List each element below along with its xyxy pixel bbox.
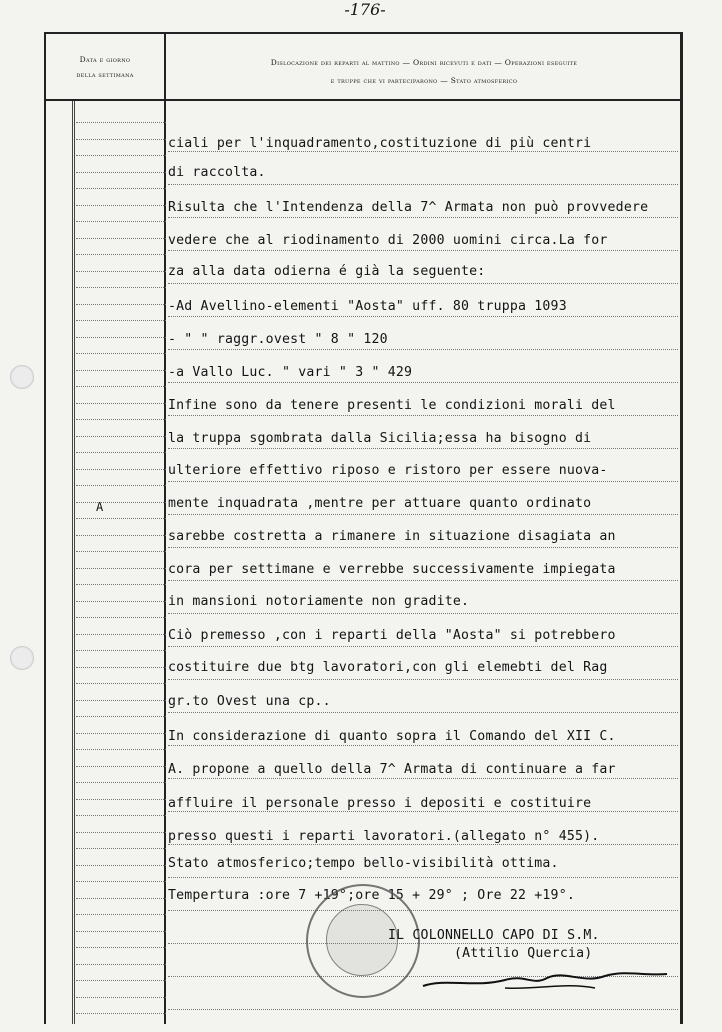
date-ruling-line [76, 584, 166, 585]
body-line: mente inquadrata ,mentre per attuare quanto ordinato [168, 496, 592, 511]
date-ruling-line [76, 634, 166, 635]
date-ruling-line [76, 172, 166, 173]
date-ruling-line [76, 683, 166, 684]
date-ruling-line [76, 238, 166, 239]
body-line: Ciò premesso ,con i reparti della "Aosta" si potrebbero [168, 628, 616, 643]
frame-left-border [44, 32, 46, 1024]
date-ruling-line [76, 782, 166, 783]
date-ruling-line [76, 881, 166, 882]
date-header-line: della settimana [76, 70, 134, 79]
date-ruling-line [76, 155, 166, 156]
column-separator [164, 32, 166, 1024]
date-column-header [48, 52, 162, 82]
date-ruling-line [76, 1013, 166, 1014]
body-line: -a Vallo Luc. " vari " 3 " 429 [168, 365, 413, 380]
text-ruling-line [168, 745, 678, 746]
date-ruling-line [76, 898, 166, 899]
date-ruling-line [76, 271, 166, 272]
date-ruling-line [76, 485, 166, 486]
date-column-rule [74, 101, 75, 1024]
text-ruling-line [168, 184, 678, 185]
handwritten-signature [415, 960, 675, 1000]
date-ruling-line [76, 964, 166, 965]
page-number: -176- [344, 0, 386, 19]
text-ruling-line [168, 580, 678, 581]
date-ruling-line [76, 436, 166, 437]
date-ruling-line [76, 287, 166, 288]
content-header-line: Dislocazione dei reparti al mattino — Ordini ricevuti e dati — Operazioni eseguite [270, 58, 578, 67]
date-ruling-line [76, 139, 166, 140]
text-ruling-line [168, 349, 678, 350]
body-line: in mansioni notoriamente non gradite. [168, 594, 470, 609]
date-ruling-line [76, 320, 166, 321]
body-line: Stato atmosferico;tempo bello-visibilità ottima. [168, 856, 559, 871]
text-ruling-line [168, 217, 678, 218]
body-line: ulteriore effettivo riposo e ristoro per essere nuova- [168, 463, 608, 478]
date-ruling-line [76, 914, 166, 915]
date-ruling-line [76, 601, 166, 602]
body-line: vedere che al riodinamento di 2000 uomini circa.La for [168, 233, 608, 248]
text-ruling-line [168, 448, 678, 449]
date-ruling-line [76, 997, 166, 998]
text-ruling-line [168, 712, 678, 713]
date-ruling-line [76, 700, 166, 701]
date-ruling-line [76, 386, 166, 387]
date-ruling-line [76, 122, 166, 123]
date-ruling-line [76, 188, 166, 189]
body-line: affluire il personale presso i depositi e costituire [168, 796, 592, 811]
body-line: sarebbe costretta a rimanere in situazione disagiata an [168, 529, 616, 544]
text-ruling-line [168, 514, 678, 515]
content-column-header [170, 54, 678, 90]
binder-hole-bottom [10, 646, 34, 670]
text-ruling-line [168, 877, 678, 878]
header-divider [44, 99, 683, 101]
date-ruling-line [76, 766, 166, 767]
date-ruling-line [76, 947, 166, 948]
text-ruling-line [168, 646, 678, 647]
date-ruling-line [76, 353, 166, 354]
date-ruling-line [76, 221, 166, 222]
date-ruling-line [76, 832, 166, 833]
content-header-line: e truppe che vi parteciparono — Stato atmosferico [330, 76, 518, 85]
body-line: ciali per l'inquadramento,costituzione di più centri [168, 136, 592, 151]
margin-mark: A [96, 500, 104, 514]
date-ruling-line [76, 469, 166, 470]
date-ruling-line [76, 931, 166, 932]
date-ruling-line [76, 815, 166, 816]
date-ruling-line [76, 452, 166, 453]
body-line: Risulta che l'Intendenza della 7^ Armata non può provvedere [168, 200, 649, 215]
text-ruling-line [168, 382, 678, 383]
frame-right-border [680, 32, 683, 1024]
date-ruling-line [76, 650, 166, 651]
body-line: -Ad Avellino-elementi "Aosta" uff. 80 truppa 1093 [168, 299, 567, 314]
signature-title: IL COLONNELLO CAPO DI S.M. [388, 928, 600, 943]
body-line: di raccolta. [168, 165, 266, 180]
text-ruling-line [168, 415, 678, 416]
frame-top-border [44, 32, 683, 34]
date-ruling-line [76, 733, 166, 734]
date-ruling-line [76, 254, 166, 255]
text-ruling-line [168, 250, 678, 251]
text-ruling-line [168, 283, 678, 284]
date-ruling-line [76, 551, 166, 552]
date-ruling-line [76, 205, 166, 206]
date-ruling-line [76, 304, 166, 305]
body-line: gr.to Ovest una cp.. [168, 694, 331, 709]
date-ruling-line [76, 980, 166, 981]
date-ruling-line [76, 617, 166, 618]
signature-name: (Attilio Quercia) [454, 946, 593, 961]
date-header-line: Data e giorno [79, 55, 131, 64]
date-ruling-line [76, 419, 166, 420]
text-ruling-line [168, 481, 678, 482]
text-ruling-line [168, 910, 678, 911]
date-ruling-line [76, 502, 166, 503]
text-ruling-line [168, 316, 678, 317]
body-line: la truppa sgombrata dalla Sicilia;essa ha bisogno di [168, 431, 592, 446]
date-ruling-line [76, 403, 166, 404]
text-ruling-line [168, 778, 678, 779]
date-ruling-line [76, 337, 166, 338]
body-line: Tempertura :ore 7 +19°;ore 15 + 29° ; Ore 22 +19°. [168, 888, 575, 903]
date-ruling-line [76, 848, 166, 849]
text-ruling-line [168, 679, 678, 680]
body-line: costituire due btg lavoratori,con gli elemebti del Rag [168, 660, 608, 675]
text-ruling-line [168, 613, 678, 614]
date-ruling-line [76, 535, 166, 536]
binder-hole-top [10, 365, 34, 389]
date-ruling-line [76, 865, 166, 866]
date-ruling-line [76, 518, 166, 519]
text-ruling-line [168, 547, 678, 548]
date-ruling-line [76, 568, 166, 569]
date-ruling-line [76, 370, 166, 371]
body-line: za alla data odierna é già la seguente: [168, 264, 486, 279]
body-line: A. propone a quello della 7^ Armata di continuare a far [168, 762, 616, 777]
date-ruling-line [76, 667, 166, 668]
text-ruling-line [168, 1009, 678, 1010]
body-line: cora per settimane e verrebbe successivamente impiegata [168, 562, 616, 577]
body-line: presso questi i reparti lavoratori.(allegato n° 455). [168, 829, 600, 844]
body-line: - " " raggr.ovest " 8 " 120 [168, 332, 388, 347]
body-line: Infine sono da tenere presenti le condizioni morali del [168, 398, 616, 413]
body-line: In considerazione di quanto sopra il Comando del XII C. [168, 729, 616, 744]
date-column-rule [72, 101, 73, 1024]
date-ruling-line [76, 749, 166, 750]
date-ruling-line [76, 799, 166, 800]
date-ruling-line [76, 716, 166, 717]
